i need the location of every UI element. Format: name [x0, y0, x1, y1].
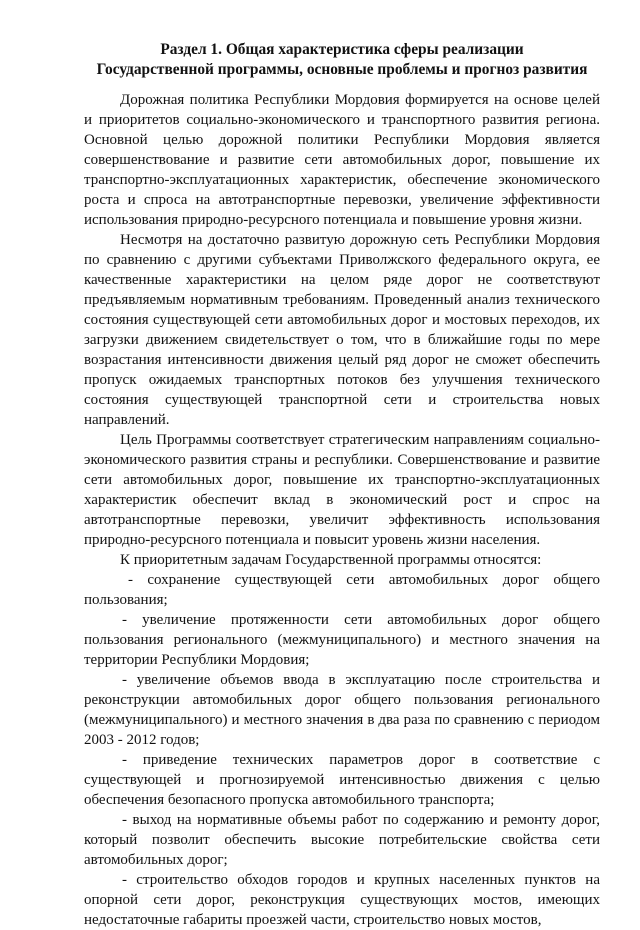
- section-title-line-2: Государственной программы, основные проблемы и прогноз развития: [96, 61, 588, 78]
- paragraph-priority-tasks-intro: К приоритетным задачам Государственной программы относятся:: [120, 552, 542, 568]
- section-title-line-1: Раздел 1. Общая характеристика сферы реализации: [160, 41, 524, 58]
- task-item: - увеличение протяженности сети автомобильных дорог общего пользования регионального (межмуниципального) и местного значения на территории Республики Мордовия;: [84, 612, 600, 668]
- task-item: - строительство обходов городов и крупных населенных пунктов на опорной сети дорог, реконструкция существующих мостов, имеющих недостаточные габариты проезжей части, строительство новых мостов,: [84, 872, 600, 928]
- paragraph-network-analysis: Несмотря на достаточно развитую дорожную сеть Республики Мордовия по сравнению с другими субъектами Приволжского федерального округа, ее качественные характеристики на целом ряде дорог не соответствуют предъявляемым нормативным требованиям. Проведенный анализ технического состояния существующей сети автомобильных дорог и мостовых переходов, их загрузки движением свидетельствует о том, что в ближайшие годы по мере возрастания интенсивности движения целый ряд дорог не сможет обеспечить пропуск ожидаемых транспортных потоков без улучшения технического состояния существующей транспортной сети и строительства новых направлений.: [84, 232, 600, 428]
- task-item: - выход на нормативные объемы работ по содержанию и ремонту дорог, который позволит обеспечить высокие потребительские свойства сети автомобильных дорог;: [84, 812, 600, 868]
- document-body: [84, 90, 600, 930]
- section-title: [84, 40, 600, 80]
- paragraph-road-policy: Дорожная политика Республики Мордовия формируется на основе целей и приоритетов социально-экономического и транспортного развития региона. Основной целью дорожной политики Республики Мордовия является совершенствование и развитие сети автомобильных дорог, повышение их транспортно-эксплуатационных характеристик, обеспечение экономического роста и спроса на автотранспортные перевозки, увеличение эффективности использования природно-ресурсного потенциала и повышение уровня жизни.: [84, 92, 600, 228]
- task-item: - увеличение объемов ввода в эксплуатацию после строительства и реконструкции автомобильных дорог общего пользования регионального (межмуниципального) и местного значения в два раза по сравнению с периодом 2003 - 2012 годов;: [84, 672, 600, 748]
- task-item: - сохранение существующей сети автомобильных дорог общего пользования;: [84, 572, 600, 608]
- task-item: - приведение технических параметров дорог в соответствие с существующей и прогнозируемой интенсивностью движения с целью обеспечения безопасного пропуска автомобильного транспорта;: [84, 752, 600, 808]
- paragraph-program-goal: Цель Программы соответствует стратегическим направлениям социально-экономического развития страны и республики. Совершенствование и развитие сети автомобильных дорог, повышение их транспортно-эксплуатационных характеристик обеспечит вклад в экономический рост и спрос на автотранспортные перевозки, увеличит эффективность использования природно-ресурсного потенциала и повысит уровень жизни населения.: [84, 432, 600, 548]
